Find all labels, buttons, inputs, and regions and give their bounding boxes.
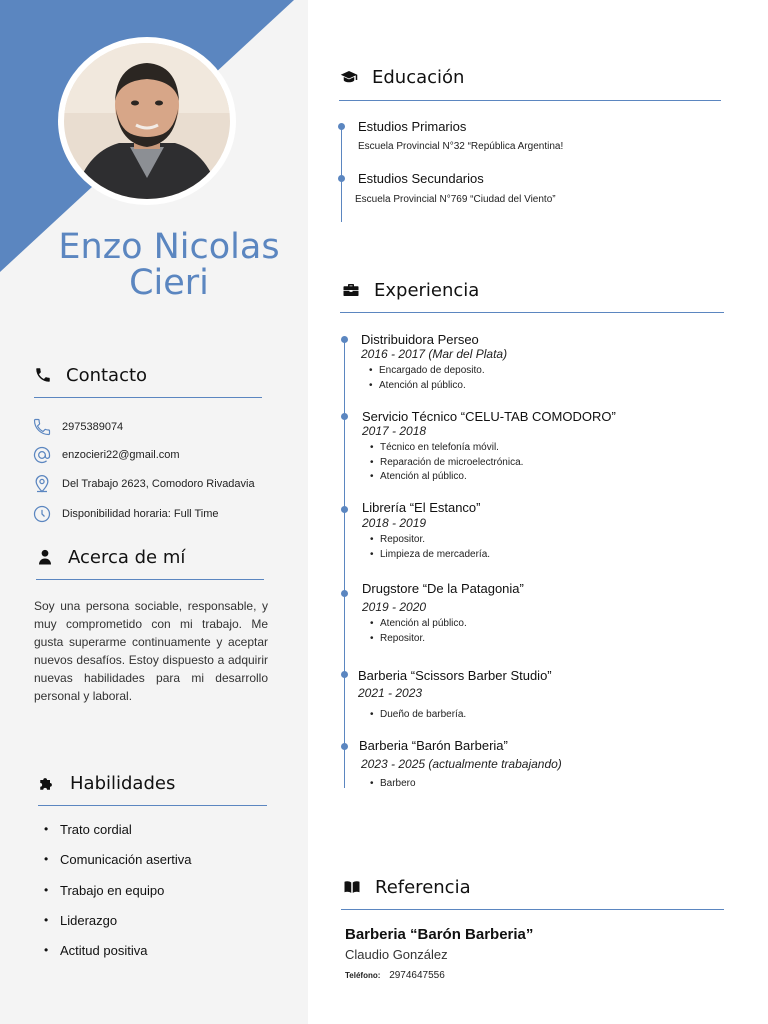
experience-task: • Atención al público.: [370, 617, 467, 632]
phone-outline-icon: [32, 417, 52, 437]
experience-task: • Encargado de deposito.: [369, 364, 485, 379]
experience-period: 2019 - 2020: [362, 600, 427, 614]
experience-company: Distribuidora Perseo: [361, 332, 479, 347]
reference-divider: [341, 909, 724, 910]
contact-title-text: Contacto: [66, 364, 148, 386]
contact-address: [32, 474, 255, 494]
reference-section-title: [341, 876, 471, 898]
education-item-school: Escuela Provincial N°32 “República Argentina!: [358, 141, 564, 152]
experience-tasks: [370, 617, 467, 646]
contact-section-title: [32, 364, 147, 386]
contact-email-text[interactable]: enzocieri22@gmail.com: [62, 449, 180, 461]
experience-tasks: [370, 708, 466, 723]
skill-item: • Comunicación asertiva: [44, 852, 192, 882]
education-item-school: Escuela Provincial N°769 “Ciudad del Viento”: [355, 194, 556, 205]
about-section-title: [34, 546, 185, 568]
at-sign-icon: [32, 445, 52, 465]
skills-divider: [38, 805, 267, 806]
contact-availability-text: Disponibilidad horaria: Full Time: [62, 508, 219, 520]
education-dot: [338, 123, 345, 130]
skill-item: • Trabajo en equipo: [44, 883, 192, 913]
education-item-title: Estudios Primarios: [358, 119, 467, 134]
phone-icon: [32, 364, 54, 386]
experience-divider: [340, 312, 724, 313]
profile-photo: [58, 37, 236, 205]
experience-dot: [341, 743, 348, 750]
reference-person: Claudio González: [345, 947, 448, 962]
contact-phone: [32, 417, 123, 437]
experience-period: 2021 - 2023: [358, 686, 423, 700]
experience-period: 2016 - 2017 (Mar del Plata): [361, 347, 508, 361]
experience-task: • Limpieza de mercadería.: [370, 548, 490, 563]
experience-dot: [341, 506, 348, 513]
reference-title-text: Referencia: [375, 876, 471, 898]
contact-divider: [34, 397, 262, 398]
experience-tasks: [369, 364, 485, 393]
experience-company: Barberia “Scissors Barber Studio”: [358, 668, 552, 683]
reference-company: Barberia “Barón Barberia”: [345, 926, 534, 943]
experience-task: • Atención al público.: [370, 470, 523, 485]
skills-title-text: Habilidades: [70, 772, 176, 794]
experience-period: 2018 - 2019: [362, 516, 427, 530]
experience-dot: [341, 413, 348, 420]
experience-task: • Dueño de barbería.: [370, 708, 466, 723]
education-divider: [339, 100, 721, 101]
contact-address-text: Del Trabajo 2623, Comodoro Rivadavia: [62, 478, 255, 490]
skill-item: • Liderazgo: [44, 913, 192, 943]
name-second-line: Cieri: [129, 263, 209, 303]
graduation-cap-icon: [338, 66, 360, 88]
about-title-text: Acerca de mí: [68, 546, 186, 568]
experience-company: Servicio Técnico “CELU-TAB COMODORO”: [362, 409, 616, 424]
skill-item: • Actitud positiva: [44, 943, 192, 973]
experience-period: 2023 - 2025 (actualmente trabajando): [361, 757, 562, 771]
experience-title-text: Experiencia: [374, 279, 480, 301]
reference-phone-number[interactable]: 2974647556: [389, 970, 445, 981]
education-title-text: Educación: [372, 66, 465, 88]
puzzle-icon: [36, 772, 58, 794]
experience-tasks: [370, 441, 523, 485]
clock-icon: [32, 504, 52, 524]
education-section-title: [338, 66, 464, 88]
user-icon: [34, 546, 56, 568]
candidate-name: [30, 229, 308, 301]
education-item-title: Estudios Secundarios: [358, 171, 484, 186]
experience-tasks: [370, 533, 490, 562]
briefcase-icon: [340, 279, 362, 301]
experience-task: • Reparación de microelectrónica.: [370, 456, 523, 471]
experience-dot: [341, 336, 348, 343]
experience-company: Drugstore “De la Patagonia”: [362, 581, 524, 596]
experience-dot: [341, 590, 348, 597]
education-timeline-line: [341, 124, 342, 222]
skills-section-title: [36, 772, 175, 794]
experience-task: • Técnico en telefonía móvil.: [370, 441, 523, 456]
book-icon: [341, 876, 363, 898]
reference-phone-label: Teléfono:: [345, 971, 381, 980]
skills-list: [44, 822, 192, 973]
experience-task: • Repositor.: [370, 632, 467, 647]
contact-phone-text[interactable]: 2975389074: [62, 421, 124, 433]
experience-period: 2017 - 2018: [362, 424, 427, 438]
profile-photo-illustration: [64, 43, 230, 199]
skill-item: • Trato cordial: [44, 822, 192, 852]
contact-email: [32, 445, 180, 465]
about-divider: [36, 579, 264, 580]
education-dot: [338, 175, 345, 182]
experience-task: • Barbero: [370, 777, 416, 792]
about-text: Soy una persona sociable, responsable, y muy comprometido con mi trabajo. Me gusta superarme continuamente y aceptar nuevos desafíos. Estoy dispuesto a adquirir nuevas habilidades para mi desarrollo personal y laboral.: [34, 599, 268, 703]
location-pin-icon: [32, 474, 52, 494]
experience-section-title: [340, 279, 479, 301]
name-first-line: Enzo Nicolas: [58, 227, 280, 267]
experience-task: • Repositor.: [370, 533, 490, 548]
reference-phone: [345, 970, 445, 981]
experience-tasks: [370, 777, 416, 792]
experience-company: Barberia “Barón Barberia”: [359, 738, 508, 753]
experience-company: Librería “El Estanco”: [362, 500, 481, 515]
experience-timeline-line: [344, 340, 345, 788]
experience-task: • Atención al público.: [369, 379, 485, 394]
contact-availability: [32, 504, 219, 524]
experience-dot: [341, 671, 348, 678]
